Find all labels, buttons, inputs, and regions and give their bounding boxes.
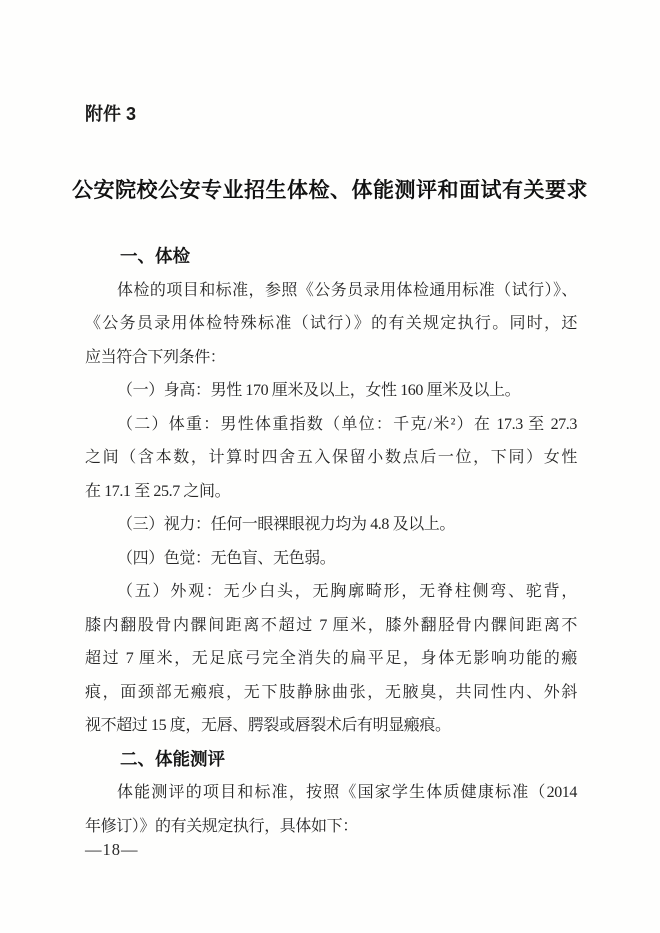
text-line: 《公务员录用体检特殊标准（试行）》的有关规定执行。同时，还	[85, 315, 577, 332]
text-line-height-rule: （一）身高：男性 170 厘米及以上，女性 160 厘米及以上。	[117, 382, 521, 399]
text-line-color-vision-rule: （四）色觉：无色盲、无色弱。	[117, 549, 336, 567]
attachment-label: 附件 3	[85, 104, 137, 124]
page-number: —18—	[85, 840, 139, 859]
text-line: 超过 7 厘米，无足底弓完全消失的扁平足，身体无影响功能的瘢	[85, 650, 577, 667]
text-line-weight-rule: （二）体重：男性体重指数（单位：千克/米²）在 17.3 至 27.3	[117, 415, 577, 433]
text-line-vision-rule: （三）视力：任何一眼裸眼视力均为 4.8 及以上。	[117, 516, 456, 533]
text-line: 体能测评的项目和标准，按照《国家学生体质健康标准（2014	[117, 784, 577, 801]
text-line: 之间（含本数，计算时四舍五入保留小数点后一位，下同）女性	[85, 449, 577, 466]
text-line: 体检的项目和标准，参照《公务员录用体检通用标准（试行）》、	[117, 281, 577, 299]
text-line: 应当符合下列条件：	[85, 348, 226, 366]
section-heading-physical-exam: 一、体检	[120, 246, 190, 266]
document-body	[85, 240, 577, 843]
text-line: 年修订）》的有关规定执行，具体如下：	[85, 817, 358, 835]
document-title: 公安院校公安专业招生体检、体能测评和面试有关要求	[72, 179, 588, 202]
text-line-appearance-rule: （五）外观：无少白头，无胸廓畸形，无脊柱侧弯、驼背，	[117, 583, 577, 600]
text-line: 视不超过 15 度，无唇、腭裂或唇裂术后有明显瘢痕。	[85, 717, 451, 734]
section-heading-fitness-test: 二、体能测评	[120, 748, 225, 769]
text-line: 在 17.1 至 25.7 之间。	[85, 482, 231, 500]
text-line: 痕，面颈部无瘢痕，无下肢静脉曲张，无腋臭，共同性内、外斜	[85, 683, 577, 701]
text-line: 膝内翻股骨内髁间距离不超过 7 厘米，膝外翻胫骨内髁间距离不	[85, 616, 577, 634]
